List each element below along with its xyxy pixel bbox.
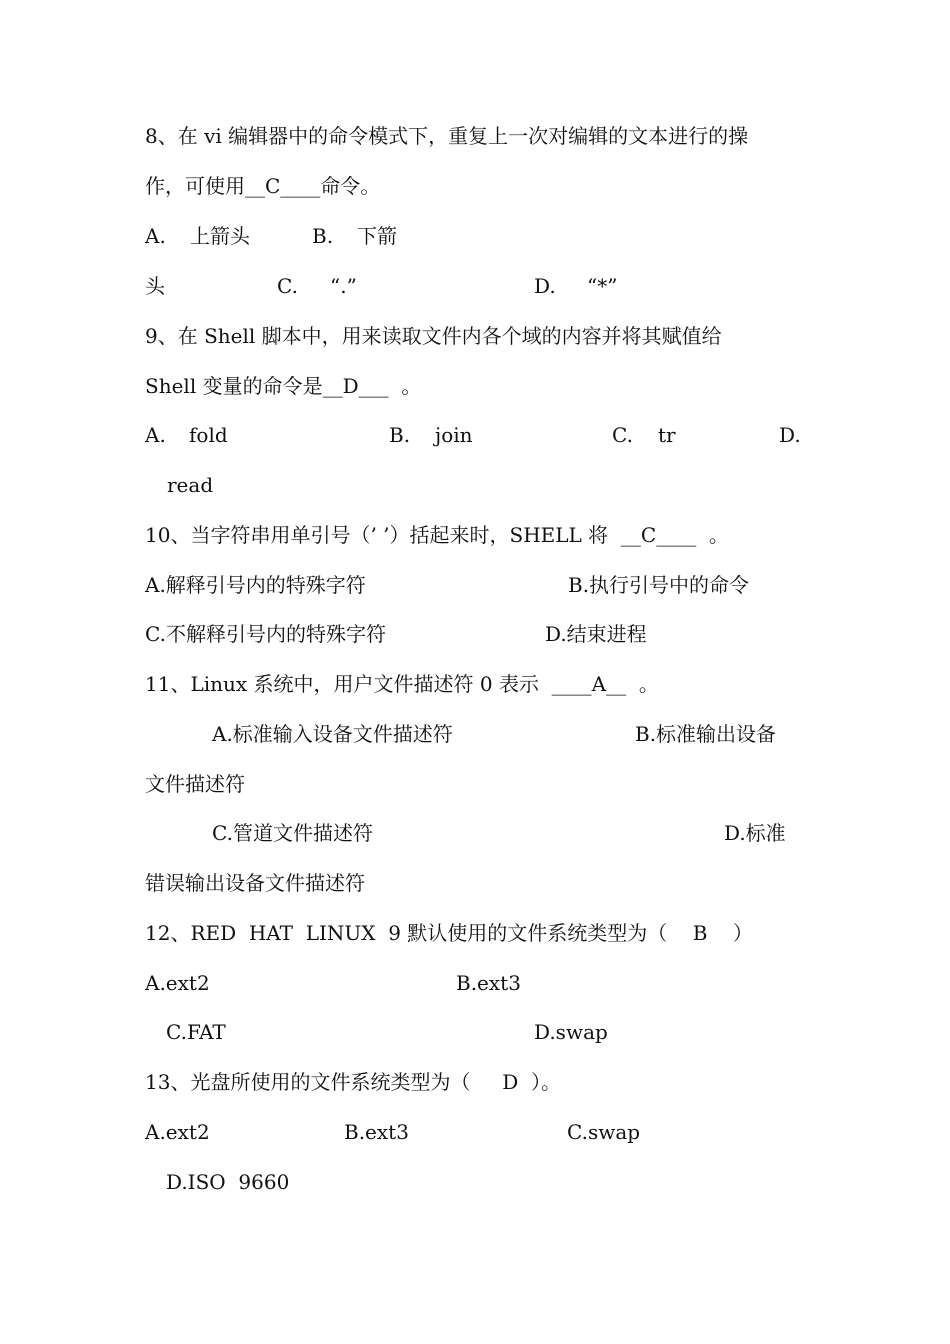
q9-option-d-label: D. — [779, 423, 801, 447]
q8-stem-line2: 作，可使用__C____命令。 — [145, 174, 381, 198]
q8-option-c-text: “.” — [330, 274, 357, 298]
q13-option-c: C.swap — [567, 1120, 641, 1144]
q13-stem: 13、光盘所使用的文件系统类型为（ D ）。 — [145, 1070, 561, 1094]
q11-option-c: C.管道文件描述符 — [212, 821, 373, 845]
q9-option-c-label: C. — [612, 423, 633, 447]
q8-option-b-text-cont: 头 — [145, 274, 165, 298]
q11-stem: 11、Linux 系统中，用户文件描述符 0 表示 ____A__ 。 — [145, 672, 659, 696]
q9-option-c-text: tr — [658, 423, 676, 447]
q8-option-b-label: B. — [312, 224, 334, 248]
q10-option-c: C.不解释引号内的特殊字符 — [145, 622, 386, 646]
q8-option-c-label: C. — [277, 274, 298, 298]
q9-option-b-text: join — [435, 423, 473, 447]
q13-option-d: D.ISO 9660 — [166, 1170, 290, 1194]
q8-option-a-label: A. — [145, 224, 166, 248]
q11-option-d: D.标准 — [724, 821, 786, 845]
q12-option-a: A.ext2 — [145, 971, 210, 995]
q13-option-a: A.ext2 — [145, 1120, 210, 1144]
q8-option-d-text: “*” — [587, 274, 618, 298]
q9-option-a-text: fold — [189, 423, 228, 447]
q11-option-b-cont: 文件描述符 — [145, 772, 245, 796]
q9-option-a-label: A. — [145, 423, 166, 447]
q9-stem-line2: Shell 变量的命令是__D___ 。 — [145, 374, 422, 398]
q8-option-a-text: 上箭头 — [190, 224, 250, 248]
q13-option-b: B.ext3 — [344, 1120, 409, 1144]
q10-option-d: D.结束进程 — [545, 622, 647, 646]
q9-option-d-text: read — [167, 473, 214, 497]
q12-option-b: B.ext3 — [456, 971, 521, 995]
q12-option-d: D.swap — [534, 1020, 608, 1044]
q12-option-c: C.FAT — [166, 1020, 226, 1044]
q10-stem: 10、当字符串用单引号（’ ’）括起来时，SHELL 将 __C____ 。 — [145, 523, 729, 547]
q9-option-b-label: B. — [389, 423, 411, 447]
q11-option-b: B.标准输出设备 — [635, 722, 777, 746]
q8-stem-line1: 8、在 vi 编辑器中的命令模式下，重复上一次对编辑的文本进行的操 — [145, 124, 749, 148]
q11-option-a: A.标准输入设备文件描述符 — [212, 722, 453, 746]
q10-option-b: B.执行引号中的命令 — [568, 573, 750, 597]
q8-option-b-text: 下箭 — [357, 224, 397, 248]
q11-option-d-cont: 错误输出设备文件描述符 — [145, 871, 365, 895]
q9-stem-line1: 9、在 Shell 脚本中，用来读取文件内各个域的内容并将其赋值给 — [145, 324, 722, 348]
q8-option-d-label: D. — [534, 274, 556, 298]
q10-option-a: A.解释引号内的特殊字符 — [145, 573, 366, 597]
q12-stem: 12、RED HAT LINUX 9 默认使用的文件系统类型为（ B ） — [145, 921, 753, 945]
